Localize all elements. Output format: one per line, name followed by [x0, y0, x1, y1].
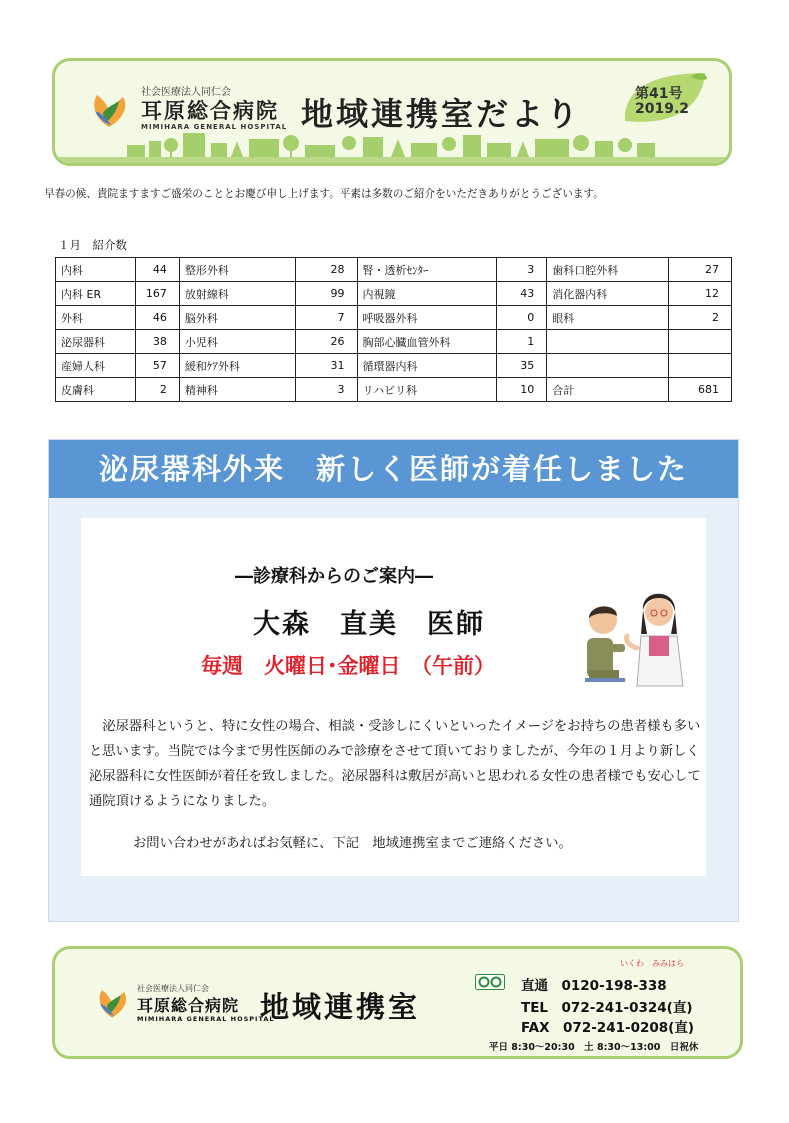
referral-count: 3: [295, 378, 357, 402]
referral-count: 10: [497, 378, 547, 402]
number-reading: いくわ みみはら: [620, 959, 684, 968]
referral-count: 43: [497, 282, 547, 306]
department-name: 整形外科: [179, 258, 295, 282]
hospital-name-en: MIMIHARA GENERAL HOSPITAL: [141, 123, 288, 131]
footer-corp-name: 社会医療法人同仁会: [137, 984, 209, 993]
issue-number: 第41号: [635, 86, 683, 102]
office-hours: 平日 8:30～20:30 土 8:30～13:00 日祝休: [489, 1042, 699, 1053]
department-name: 循環器内科: [357, 354, 497, 378]
table-row: [56, 354, 732, 378]
clinic-schedule: 毎週 火曜日･金曜日 （午前）: [201, 654, 495, 678]
doctor-patient-illustration-icon: [581, 578, 691, 690]
department-name: リハビリ科: [357, 378, 497, 402]
issue-date: 2019.2: [635, 101, 690, 117]
footer-banner: [52, 946, 743, 1059]
department-name: 胸部心臓血管外科: [357, 330, 497, 354]
referral-count: 28: [295, 258, 357, 282]
referral-count: [669, 330, 732, 354]
department-name: 皮膚科: [56, 378, 136, 402]
referral-count: 2: [135, 378, 179, 402]
referral-table: [55, 257, 732, 402]
referral-count: 27: [669, 258, 732, 282]
footer-title: 地域連携室: [260, 990, 421, 1024]
department-name: [547, 330, 669, 354]
referral-count: 12: [669, 282, 732, 306]
department-name: 眼科: [547, 306, 669, 330]
referral-count: 57: [135, 354, 179, 378]
department-name: 小児科: [179, 330, 295, 354]
footer-logo: [95, 979, 275, 1035]
referral-count: 99: [295, 282, 357, 306]
doctor-name: 大森 直美 医師: [253, 609, 485, 640]
referral-table-label: １月 紹介数: [58, 238, 127, 252]
referral-count: 681: [669, 378, 732, 402]
department-name: 外科: [56, 306, 136, 330]
footer-hospital-name: 耳原総合病院: [137, 996, 240, 1015]
article-heading: 泌尿器科外来 新しく医師が着任しました: [49, 440, 738, 498]
department-name: 内科: [56, 258, 136, 282]
referral-count: 35: [497, 354, 547, 378]
referral-count: 0: [497, 306, 547, 330]
referral-count: [669, 354, 732, 378]
department-name: 内視鏡: [357, 282, 497, 306]
department-name: [547, 354, 669, 378]
referral-count: 167: [135, 282, 179, 306]
department-name: 内科 ER: [56, 282, 136, 306]
referral-count: 26: [295, 330, 357, 354]
footer-hospital-name-en: MIMIHARA GENERAL HOSPITAL: [137, 1015, 275, 1023]
article-panel: [48, 439, 739, 922]
tel-number: TEL 072-241-0324(直): [521, 1000, 693, 1016]
hospital-name: 耳原総合病院: [141, 99, 279, 123]
article-subhead: ―診療科からのご案内―: [235, 566, 433, 587]
direct-line: 直通 0120-198-338: [521, 978, 667, 994]
hospital-logo-icon: [89, 89, 131, 131]
hospital-logo-icon: [95, 985, 131, 1021]
department-name: 合計: [547, 378, 669, 402]
department-name: 消化器内科: [547, 282, 669, 306]
department-name: 呼吸器外科: [357, 306, 497, 330]
article-body: 泌尿器科というと、特に女性の場合、相談・受診しにくいといったイメージをお持ちの患者様も多いと思います。当院では今まで男性医師のみで診療をさせて頂いておりましたが、今年の１月より新しく泌尿器科に女性医師が着任を致しました。泌尿器科は敷居が高いと思われる女性の患者様でも安心して通院頂けるようになりました。: [89, 719, 701, 809]
table-row: [56, 330, 732, 354]
freedial-icon: [475, 974, 505, 990]
referral-count: 7: [295, 306, 357, 330]
newsletter-title: 地域連携室だより: [301, 95, 582, 133]
referral-count: 1: [497, 330, 547, 354]
fax-number: FAX 072-241-0208(直): [521, 1020, 695, 1036]
department-name: 産婦人科: [56, 354, 136, 378]
article-card: [81, 518, 706, 876]
table-row: [56, 306, 732, 330]
department-name: 腎・透析ｾﾝﾀｰ: [357, 258, 497, 282]
referral-count: 31: [295, 354, 357, 378]
table-row: [56, 258, 732, 282]
greeting-text: 早春の候、貴院ますますご盛栄のこととお慶び申し上げます。平素は多数のご紹介をいただきありがとうございます。: [44, 188, 604, 200]
referral-count: 46: [135, 306, 179, 330]
town-skyline-icon: [119, 129, 659, 157]
department-name: 泌尿器科: [56, 330, 136, 354]
contact-block: [475, 955, 735, 1055]
corp-name: 社会医療法人同仁会: [141, 87, 231, 98]
department-name: 放射線科: [179, 282, 295, 306]
referral-count: 2: [669, 306, 732, 330]
department-name: 脳外科: [179, 306, 295, 330]
referral-count: 38: [135, 330, 179, 354]
issue-badge: [621, 69, 709, 129]
banner-ground: [55, 157, 729, 163]
department-name: 精神科: [179, 378, 295, 402]
table-row: [56, 378, 732, 402]
department-name: 緩和ｹｱ外科: [179, 354, 295, 378]
referral-count: 44: [135, 258, 179, 282]
table-row: [56, 282, 732, 306]
inquiry-text: お問い合わせがあればお気軽に、下記 地域連携室までご連絡ください。: [133, 836, 572, 851]
department-name: 歯科口腔外科: [547, 258, 669, 282]
header-banner: [52, 58, 732, 166]
referral-count: 3: [497, 258, 547, 282]
